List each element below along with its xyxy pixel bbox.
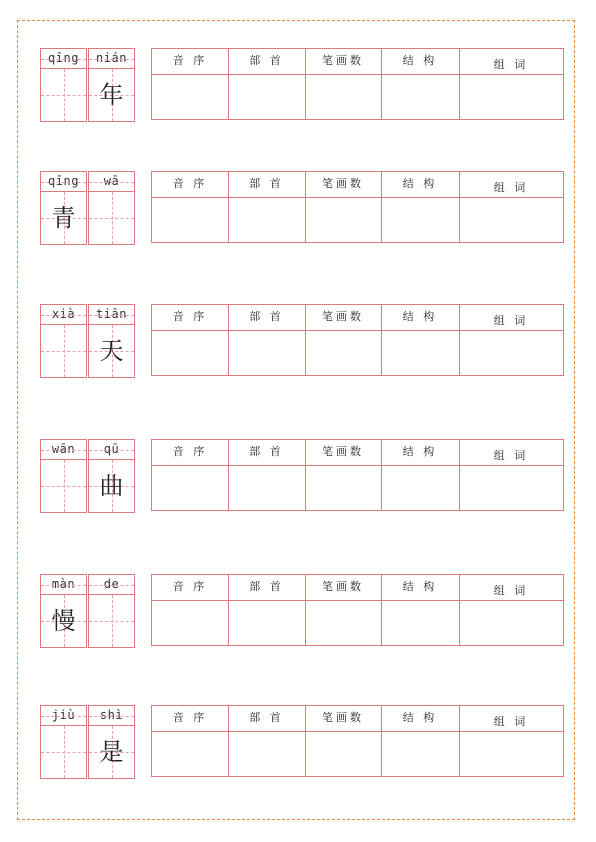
hanzi-2: 年 — [99, 81, 124, 109]
header-yinxu: 音 序 — [172, 711, 208, 724]
header-jiegou: 结 构 — [402, 711, 438, 724]
word-row — [0, 171, 596, 247]
header-jiegou: 结 构 — [402, 580, 438, 593]
header-bushou: 部 首 — [249, 711, 284, 724]
char-cell-1 — [40, 439, 87, 513]
header-bihuashu: 笔画数 — [322, 310, 364, 323]
hanzi-2: 天 — [99, 337, 124, 365]
char-cell-1 — [40, 705, 87, 779]
info-table — [151, 304, 564, 376]
header-jiegou: 结 构 — [402, 177, 438, 190]
header-zuci: 组 词 — [493, 715, 529, 728]
hanzi-2 — [89, 192, 134, 244]
info-table — [151, 171, 564, 243]
header-yinxu: 音 序 — [172, 310, 208, 323]
info-table — [151, 705, 564, 777]
header-bushou: 部 首 — [249, 54, 284, 67]
hanzi-1 — [41, 69, 86, 121]
char-cell-2 — [88, 304, 135, 378]
char-cell-2 — [88, 439, 135, 513]
header-bushou: 部 首 — [249, 580, 284, 593]
header-bushou: 部 首 — [249, 310, 284, 323]
header-yinxu: 音 序 — [172, 54, 208, 67]
char-cell-1 — [40, 574, 87, 648]
char-cell-2 — [88, 705, 135, 779]
pinyin-1: xià — [41, 305, 86, 325]
hanzi-1 — [41, 325, 86, 377]
header-zuci: 组 词 — [493, 314, 529, 327]
page-border — [17, 20, 575, 820]
header-zuci: 组 词 — [493, 181, 529, 194]
header-bihuashu: 笔画数 — [322, 711, 364, 724]
word-row — [0, 705, 596, 781]
header-bihuashu: 笔画数 — [322, 54, 364, 67]
header-bushou: 部 首 — [249, 177, 284, 190]
header-yinxu: 音 序 — [172, 177, 208, 190]
pinyin-1: jiù — [41, 706, 86, 726]
pinyin-1: qīng — [41, 49, 86, 69]
hanzi-2: 是 — [99, 738, 124, 766]
pinyin-1: màn — [41, 575, 86, 595]
pinyin-2: nián — [89, 49, 134, 69]
char-cell-1 — [40, 48, 87, 122]
header-zuci: 组 词 — [493, 449, 529, 462]
header-bihuashu: 笔画数 — [322, 177, 364, 190]
pinyin-1: qīng — [41, 172, 86, 192]
char-cell-2 — [88, 171, 135, 245]
header-zuci: 组 词 — [493, 584, 529, 597]
pinyin-2: wā — [89, 172, 134, 192]
hanzi-1: 慢 — [51, 607, 76, 635]
char-cell-1 — [40, 304, 87, 378]
hanzi-1: 青 — [51, 204, 76, 232]
hanzi-1 — [41, 726, 86, 778]
info-table — [151, 439, 564, 511]
hanzi-1 — [41, 460, 86, 512]
header-bihuashu: 笔画数 — [322, 580, 364, 593]
pinyin-2: tiān — [89, 305, 134, 325]
pinyin-2: qū — [89, 440, 134, 460]
word-row — [0, 48, 596, 124]
pinyin-2: shì — [89, 706, 134, 726]
header-yinxu: 音 序 — [172, 445, 208, 458]
header-zuci: 组 词 — [493, 58, 529, 71]
char-cell-2 — [88, 574, 135, 648]
pinyin-2: de — [89, 575, 134, 595]
header-bushou: 部 首 — [249, 445, 284, 458]
word-row — [0, 574, 596, 650]
info-table — [151, 48, 564, 120]
word-row — [0, 304, 596, 380]
pinyin-1: wān — [41, 440, 86, 460]
hanzi-2: 曲 — [99, 472, 124, 500]
word-row — [0, 439, 596, 515]
header-jiegou: 结 构 — [402, 445, 438, 458]
info-table — [151, 574, 564, 646]
char-cell-1 — [40, 171, 87, 245]
char-cell-2 — [88, 48, 135, 122]
hanzi-2 — [89, 595, 134, 647]
header-jiegou: 结 构 — [402, 54, 438, 67]
header-bihuashu: 笔画数 — [322, 445, 364, 458]
header-jiegou: 结 构 — [402, 310, 438, 323]
header-yinxu: 音 序 — [172, 580, 208, 593]
